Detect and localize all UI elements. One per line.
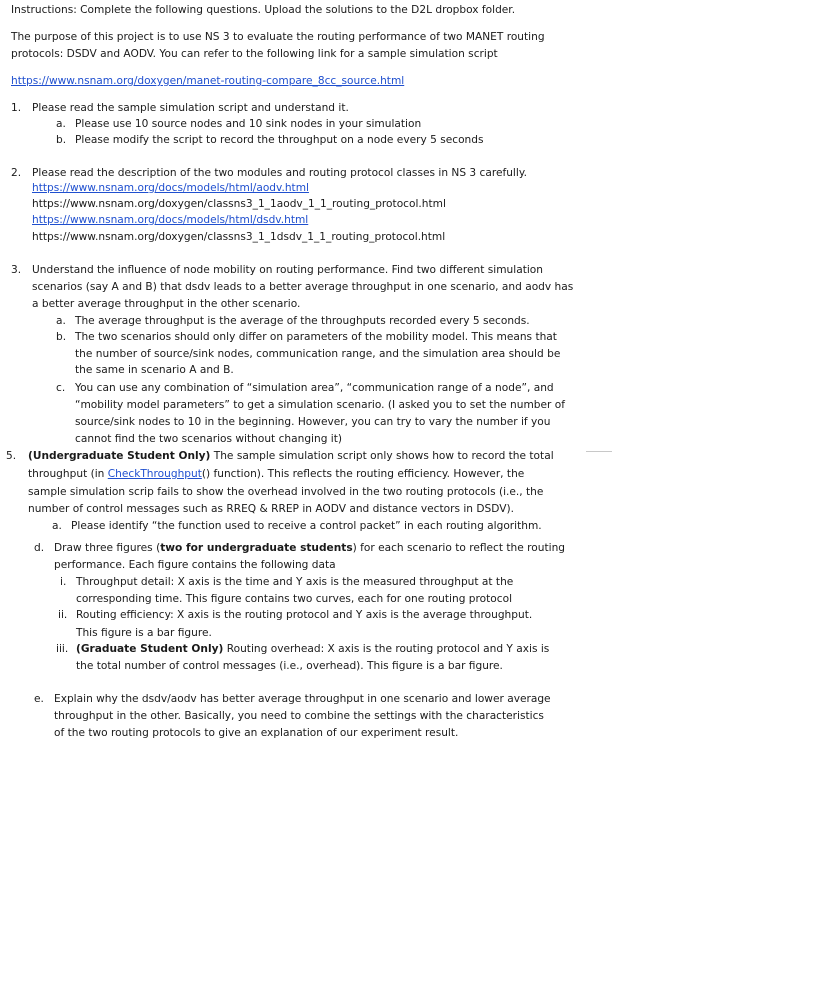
q3c-line-1: You can use any combination of “simulation area”, “communication range of a node”, and [75, 382, 554, 394]
q5d-pre: Draw three figures ( [54, 542, 161, 554]
q5d-ii-line-1: Routing efficiency: X axis is the routing protocol and Y axis is the average throughput. [76, 609, 533, 621]
q1b-marker: b. [56, 134, 67, 146]
q5a-marker: a. [52, 520, 62, 532]
q3b-marker: b. [56, 331, 67, 343]
q1a-marker: a. [56, 118, 66, 130]
q3-number: 3. [11, 264, 22, 276]
q2-text: Please read the description of the two modules and routing protocol classes in NS 3 carefully. [32, 167, 527, 179]
q5d-post: ) for each scenario to reflect the routing [352, 542, 566, 554]
q5d-i-line-1: Throughput detail: X axis is the time and Y axis is the measured throughput at the [76, 576, 514, 588]
q5d-ii-marker: ii. [58, 609, 68, 621]
q5d-iii-line-2: the total number of control messages (i.e., overhead). This figure is a bar figure. [76, 660, 503, 672]
q5d-line-1 [54, 541, 565, 555]
q3a-text: The average throughput is the average of the throughputs recorded every 5 seconds. [75, 315, 530, 327]
q5d-iii-line-1 [76, 642, 549, 656]
aodv-class-url: https://www.nsnam.org/doxygen/classns3_1_1aodv_1_1_routing_protocol.html [32, 198, 446, 210]
instructions-text: Instructions: Complete the following questions. Upload the solutions to the D2L dropbox folder. [11, 4, 516, 16]
q1-number: 1. [11, 102, 22, 114]
q5-line-1-rest: The sample simulation script only shows how to record the total [210, 450, 554, 462]
q5e-line-3: of the two routing protocols to give an explanation of our experiment result. [54, 727, 459, 739]
q3b-line-3: the same in scenario A and B. [75, 364, 234, 376]
q5d-iii-rest: Routing overhead: X axis is the routing protocol and Y axis is [223, 643, 550, 655]
q5-line-4: number of control messages such as RREQ & RREP in AODV and distance vectors in DSDV). [28, 503, 514, 515]
check-throughput-link[interactable]: CheckThroughput [107, 468, 202, 480]
q5-line-2-pre: throughput (in [28, 468, 108, 480]
q1-text: Please read the sample simulation script and understand it. [32, 102, 349, 114]
q5d-line-2: performance. Each figure contains the following data [54, 559, 336, 571]
q1b-text: Please modify the script to record the throughput on a node every 5 seconds [75, 134, 484, 146]
q5e-line-2: throughput in the other. Basically, you need to combine the settings with the characteristics [54, 710, 544, 722]
q3c-marker: c. [56, 382, 66, 394]
q5a-text: Please identify “the function used to receive a control packet” in each routing algorithm. [71, 520, 542, 532]
q3-line-2: scenarios (say A and B) that dsdv leads to a better average throughput in one scenario, and aodv has [32, 281, 574, 293]
aodv-docs-link[interactable]: https://www.nsnam.org/docs/models/html/aodv.html [32, 182, 309, 194]
q3a-marker: a. [56, 315, 66, 327]
q3c-line-2: “mobility model parameters” to get a simulation scenario. (I asked you to set the number of [75, 399, 565, 411]
q3c-line-3: source/sink nodes to 10 in the beginning. However, you can try to vary the number if you [75, 416, 551, 428]
q5d-iii-marker: iii. [56, 643, 69, 655]
dsdv-class-url: https://www.nsnam.org/doxygen/classns3_1_1dsdv_1_1_routing_protocol.html [32, 231, 446, 243]
q5d-bold: two for undergraduate students [160, 542, 353, 554]
q3c-line-4: cannot find the two scenarios without changing it) [75, 433, 343, 445]
q5d-i-line-2: corresponding time. This figure contains two curves, each for one routing protocol [76, 593, 513, 605]
q5d-iii-grad-label: (Graduate Student Only) [76, 643, 224, 655]
dsdv-docs-link[interactable]: https://www.nsnam.org/docs/models/html/dsdv.html [32, 214, 309, 226]
q5e-line-1: Explain why the dsdv/aodv has better average throughput in one scenario and lower average [54, 693, 551, 705]
divider [586, 451, 612, 452]
q5-number: 5. [6, 450, 17, 462]
q5e-marker: e. [34, 693, 44, 705]
q3-line-3: a better average throughput in the other scenario. [32, 298, 301, 310]
q3b-line-2: the number of source/sink nodes, communication range, and the simulation area should be [75, 348, 561, 360]
q5-line-3: sample simulation scrip fails to show the overhead involved in the two routing protocols (i.e., the [28, 486, 544, 498]
sample-script-link[interactable]: https://www.nsnam.org/doxygen/manet-routing-compare_8cc_source.html [11, 75, 405, 87]
q5d-i-marker: i. [60, 576, 67, 588]
q5-undergrad-label: (Undergraduate Student Only) [28, 450, 211, 462]
q1a-text: Please use 10 source nodes and 10 sink nodes in your simulation [75, 118, 422, 130]
q2-number: 2. [11, 167, 22, 179]
q5-line-2 [28, 467, 524, 481]
purpose-line-1: The purpose of this project is to use NS 3 to evaluate the routing performance of two MANET routing [11, 31, 545, 43]
q5-line-1 [28, 449, 554, 463]
q5d-marker: d. [34, 542, 45, 554]
q3b-line-1: The two scenarios should only differ on parameters of the mobility model. This means that [75, 331, 557, 343]
purpose-line-2: protocols: DSDV and AODV. You can refer to the following link for a sample simulation script [11, 48, 498, 60]
q3-line-1: Understand the influence of node mobility on routing performance. Find two different simulation [32, 264, 543, 276]
q5-line-2-post: () function). This reflects the routing efficiency. However, the [201, 468, 525, 480]
q5d-ii-line-2: This figure is a bar figure. [76, 627, 212, 639]
